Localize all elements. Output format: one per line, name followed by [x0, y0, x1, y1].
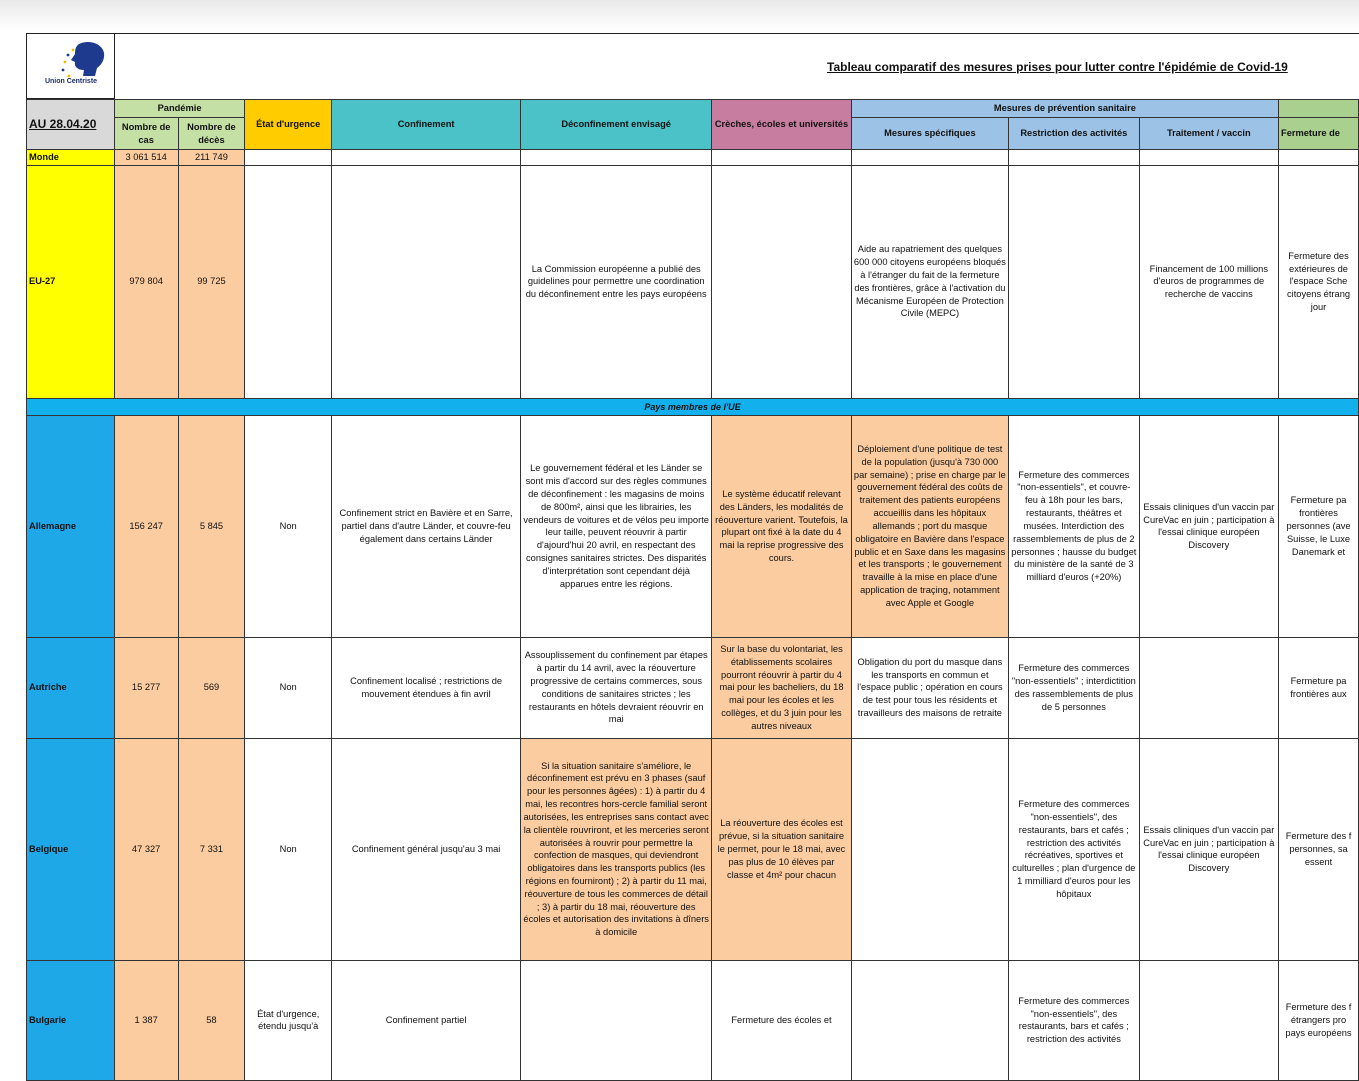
country-deces: 569	[178, 637, 245, 738]
cas-header: Nombre de cas	[114, 118, 178, 150]
country-etat-urgence: État d'urgence, étendu jusqu'à	[245, 960, 332, 1080]
country-deconfinement	[521, 960, 712, 1080]
country-restriction: Fermeture des commerces "non-essentiels", des restaurants, bars et cafés ; restriction des activités récréatives, sportives et culturelles ; plan d'urgence de 1 mmilliard d'euros pour les hôpitaux	[1009, 738, 1140, 960]
prevention-header: Mesures de prévention sanitaire	[851, 100, 1278, 118]
eu27-mesures: Aide au rapatriement des quelques 600 000 citoyens européens bloqués à l'étranger du fait de la fermeture des frontières, grâce à l'activation du Mécanisme Européen de Protection Civile (MEPC)	[851, 165, 1008, 398]
date-header: AU 28.04.20	[27, 100, 115, 150]
page-title: Tableau comparatif des mesures prises pour lutter contre l'épidémie de Covid-19	[827, 60, 1288, 74]
country-fermeture: Fermeture des f étrangers pro pays européens	[1279, 960, 1359, 1080]
eu27-deconfinement: La Commission européenne a publié des guidelines pour permettre une coordination du déconfinement entre les pays européens	[521, 165, 712, 398]
country-confinement: Confinement général jusqu'au 3 mai	[332, 738, 521, 960]
country-etat-urgence: Non	[245, 738, 332, 960]
country-mesures: Déploiement d'une politique de test de la population (jusqu'à 730 000 par semaine) ; prise en charge par le gouvernement fédéral des coûts de traitement des patients européens accueillis dans les hôpitaux allemands ; port du masque obligatoire en Bavière dans l'espace public et en Saxe dans les magasins et les transports ; le gouvernement travaille à la mise en place d'une application de traçing, notamment avec Apple et Google	[851, 415, 1008, 637]
title-area	[114, 33, 1359, 99]
table-row	[27, 637, 1359, 738]
country-confinement: Confinement partiel	[332, 960, 521, 1080]
monde-deces: 211 749	[178, 150, 245, 166]
creches-header: Crèches, écoles et universités	[712, 100, 851, 150]
country-restriction: Fermeture des commerces "non-essentiels", des restaurants, bars et cafés ; restriction des activités	[1009, 960, 1140, 1080]
country-fermeture: Fermeture pa frontières aux	[1279, 637, 1359, 738]
eu27-deces: 99 725	[178, 165, 245, 398]
deconfinement-header: Déconfinement envisagé	[521, 100, 712, 150]
country-cas: 15 277	[114, 637, 178, 738]
mesures-specifiques-header: Mesures spécifiques	[851, 118, 1008, 150]
union-centriste-logo-icon	[57, 40, 109, 80]
country-cas: 1 387	[114, 960, 178, 1080]
deces-header: Nombre de décès	[178, 118, 245, 150]
eu27-label: EU-27	[27, 165, 115, 398]
eu27-traitement: Financement de 100 millions d'euros de programmes de recherche de vaccins	[1139, 165, 1278, 398]
etat-urgence-header: État d'urgence	[245, 100, 332, 150]
country-deces: 7 331	[178, 738, 245, 960]
country-mesures	[851, 960, 1008, 1080]
country-mesures	[851, 738, 1008, 960]
country-cas: 47 327	[114, 738, 178, 960]
country-mesures: Obligation du port du masque dans les transports en commun et l'espace public ; opération en cours de test pour tous les résidents et travailleurs des maisons de retraite	[851, 637, 1008, 738]
eu27-fermeture: Fermeture des extérieures de l'espace Sche citoyens étrang jour	[1279, 165, 1359, 398]
country-confinement: Confinement strict en Bavière et en Sarre, partiel dans d'autre Länder, et couvre-feu également dans certains Länder	[332, 415, 521, 637]
confinement-header: Confinement	[332, 100, 521, 150]
country-creches: La réouverture des écoles est prévue, si la situation sanitaire le permet, pour le 18 mai, avec pas plus de 10 élèves par classe et 4m² pour chacun	[712, 738, 851, 960]
country-deconfinement: Le gouvernement fédéral et les Länder se sont mis d'accord sur des règles communes de déconfinement : les magasins de moins de 800m², ainsi que les librairies, les vendeurs de voitures et de vélos peu importe leur taille, peuvent réouvrir à partir d'ajourd'hui 20 avril, en respectant des consignes sanitaires strictes. Des disparités d'interprétation sont cependant déjà apparues entre les régions.	[521, 415, 712, 637]
comparison-table	[26, 99, 1359, 1081]
monde-label: Monde	[27, 150, 115, 166]
country-restriction: Fermeture des commerces "non-essentiels", et couvre-feu à 18h pour les bars, restaurants, théâtres et musées. Interdiction des rassemblements de plus de 2 personnes ; hausse du budget du ministère de la santé de 3 milliard d'euros (+20%)	[1009, 415, 1140, 637]
country-label: Autriche	[27, 637, 115, 738]
country-label: Allemagne	[27, 415, 115, 637]
country-deconfinement: Assouplissement du confinement par étapes à partir du 14 avril, avec la réouverture progressive de certains commerces, sous conditions de sanitaires strictes ; les restaurants en hôtels devraient réouvrir en mai	[521, 637, 712, 738]
logo-text: Union Centriste	[44, 78, 98, 85]
country-fermeture: Fermeture pa frontières personnes (ave Suisse, le Luxe Danemark et	[1279, 415, 1359, 637]
country-fermeture: Fermeture des f personnes, sa essent	[1279, 738, 1359, 960]
country-traitement: Essais cliniques d'un vaccin par CureVac en juin ; participation à l'essai clinique européen Discovery	[1139, 415, 1278, 637]
eu27-cas: 979 804	[114, 165, 178, 398]
pandemie-header: Pandémie	[114, 100, 245, 118]
country-label: Bulgarie	[27, 960, 115, 1080]
table-row	[27, 415, 1359, 637]
country-traitement	[1139, 637, 1278, 738]
country-restriction: Fermeture des commerces "non-essentiels" ; interdictition des rassemblements de plus de 5 personnes	[1009, 637, 1140, 738]
table-row	[27, 960, 1359, 1080]
table-row	[27, 738, 1359, 960]
top-band	[0, 0, 1359, 30]
country-etat-urgence: Non	[245, 637, 332, 738]
country-deces: 5 845	[178, 415, 245, 637]
logo	[26, 33, 114, 99]
country-creches: Le système éducatif relevant des Länders, les modalités de réouverture varient. Toutefois, la plupart ont fixé à la date du 4 mai la reprise progressive des cours.	[712, 415, 851, 637]
fermeture-header: Fermeture de	[1279, 118, 1359, 150]
section-band: Pays membres de l'UE	[27, 398, 1359, 415]
restriction-header: Restriction des activités	[1009, 118, 1140, 150]
country-confinement: Confinement localisé ; restrictions de mouvement étendues à fin avril	[332, 637, 521, 738]
country-etat-urgence: Non	[245, 415, 332, 637]
country-label: Belgique	[27, 738, 115, 960]
country-creches: Sur la base du volontariat, les établissements scolaires pourront réouvrir à partir du 4 mai pour les bacheliers, du 18 mai pour les écoles et les collèges, et du 3 juin pour les autres niveaux	[712, 637, 851, 738]
country-deconfinement: Si la situation sanitaire s'améliore, le déconfinement est prévu en 3 phases (sauf pour les personnes âgées) : 1) à partir du 4 mai, les recontres hors-cercle familial seront autorisées, les entreprises sans contact avec la clientèle rouvriront, et les merceries seront autorisées à rouvrir pour permettre la confection de masques, qui deviendront obligatoires dans les transports publics (les régions en fourniront) ; 2) à partir du 11 mai, réouverture de tous les commerces de détail ; 3) à partir du 18 mai, réouverture des écoles et autorisation des invitations à dîners à domicile	[521, 738, 712, 960]
country-cas: 156 247	[114, 415, 178, 637]
country-creches: Fermeture des écoles et	[712, 960, 851, 1080]
table-row	[27, 165, 1359, 398]
group-header-cut	[1279, 100, 1359, 118]
country-traitement	[1139, 960, 1278, 1080]
monde-cas: 3 061 514	[114, 150, 178, 166]
table-row	[27, 150, 1359, 166]
traitement-header: Traitement / vaccin	[1139, 118, 1278, 150]
country-traitement: Essais cliniques d'un vaccin par CureVac en juin ; participation à l'essai clinique européen Discovery	[1139, 738, 1278, 960]
country-deces: 58	[178, 960, 245, 1080]
